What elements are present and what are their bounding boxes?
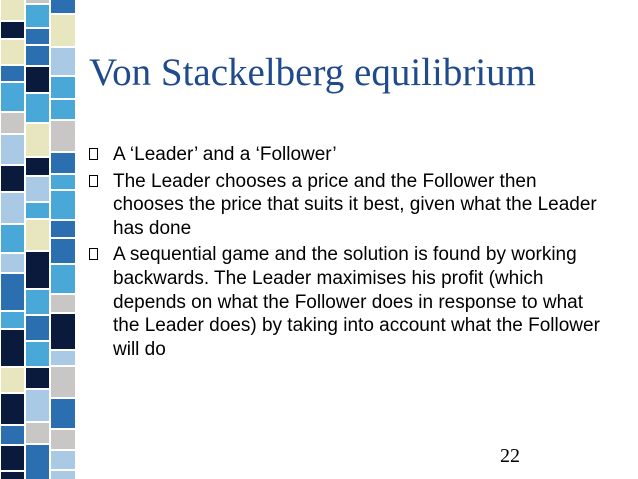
mosaic-tile — [50, 398, 76, 429]
mosaic-tile — [0, 445, 25, 471]
bullet-text: A sequential game and the solution is found by working backwards. The Leader maximises his profit (which depends on what the Follower does in response to what the Leader does) by taking into account what the Follower will do — [113, 244, 600, 360]
mosaic-tile — [25, 422, 50, 444]
mosaic-tile — [0, 165, 25, 192]
mosaic-tile — [0, 329, 25, 367]
mosaic-tile — [25, 4, 50, 28]
mosaic-tile — [0, 425, 25, 445]
mosaic-tile — [50, 429, 76, 450]
mosaic-tile — [25, 123, 50, 157]
slide-title: Von Stackelberg equilibrium — [89, 51, 536, 94]
mosaic-tile — [50, 313, 76, 350]
mosaic-tile — [25, 219, 50, 251]
bullet-item — [89, 243, 609, 361]
bullet-marker-icon — [89, 248, 98, 260]
mosaic-tile — [0, 134, 25, 165]
mosaic-tile — [0, 367, 25, 393]
mosaic-tile — [25, 389, 50, 422]
bullet-item — [89, 170, 609, 241]
mosaic-tile — [50, 220, 76, 238]
mosaic-tile — [25, 93, 50, 123]
mosaic-tile — [0, 39, 25, 65]
mosaic-tile — [50, 350, 76, 366]
mosaic-tile — [0, 253, 25, 273]
mosaic-tile — [25, 202, 50, 219]
mosaic-tile — [50, 264, 76, 294]
page-number: 22 — [500, 445, 520, 467]
mosaic-tile — [25, 444, 50, 479]
mosaic-tile — [0, 82, 25, 112]
mosaic-tile — [0, 471, 25, 479]
mosaic-tile — [25, 66, 50, 93]
mosaic-tile — [50, 190, 76, 220]
mosaic-tile — [50, 152, 76, 174]
mosaic-tile — [0, 224, 25, 253]
mosaic-tile — [25, 341, 50, 367]
mosaic-tile — [50, 174, 76, 190]
bullet-item — [89, 143, 609, 167]
mosaic-tile — [25, 28, 50, 45]
mosaic-tile — [50, 0, 76, 14]
mosaic-tile — [25, 289, 50, 315]
mosaic-tile — [25, 367, 50, 389]
mosaic-tile — [25, 176, 50, 202]
mosaic-tile — [25, 157, 50, 176]
mosaic-tile — [0, 273, 25, 311]
mosaic-tile — [50, 470, 76, 479]
mosaic-tile — [50, 366, 76, 398]
mosaic-tile — [50, 238, 76, 264]
mosaic-tile — [0, 311, 25, 329]
bullet-marker-icon — [89, 148, 98, 160]
mosaic-tile — [0, 192, 25, 224]
mosaic-tile — [50, 120, 76, 152]
mosaic-tile — [25, 45, 50, 66]
mosaic-tile — [50, 294, 76, 313]
bullet-list — [89, 143, 609, 364]
mosaic-tile — [25, 251, 50, 289]
bullet-text: The Leader chooses a price and the Follower then chooses the price that suits it best, given what the Leader has done — [113, 170, 597, 239]
mosaic-tile — [50, 450, 76, 470]
mosaic-tile — [0, 21, 25, 39]
mosaic-tile — [0, 112, 25, 134]
mosaic-tile — [50, 99, 76, 120]
bullet-marker-icon — [89, 175, 98, 187]
mosaic-tile — [0, 65, 25, 82]
mosaic-tile — [0, 0, 25, 21]
mosaic-tile — [50, 14, 76, 47]
decorative-mosaic-strip — [0, 0, 76, 479]
mosaic-tile — [25, 315, 50, 341]
bullet-text: A ‘Leader’ and a ‘Follower’ — [113, 144, 337, 165]
mosaic-tile — [50, 47, 76, 76]
mosaic-tile — [0, 393, 25, 425]
mosaic-tile — [50, 76, 76, 99]
